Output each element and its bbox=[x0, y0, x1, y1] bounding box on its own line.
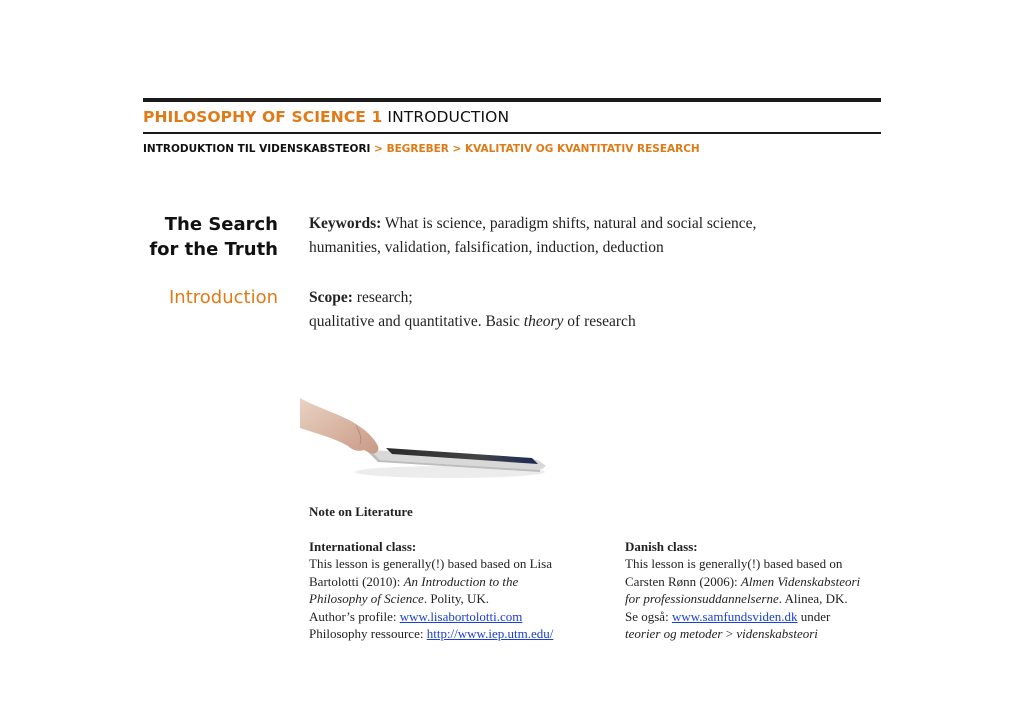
danish-line1: This lesson is generally(!) based based on bbox=[625, 556, 843, 572]
keywords-line2: humanities, validation, falsification, induction, deduction bbox=[309, 239, 664, 256]
side-heading bbox=[149, 212, 278, 262]
title-rule bbox=[143, 132, 881, 134]
international-line2 bbox=[309, 573, 553, 590]
philosophy-resource-link[interactable]: http://www.iep.utm.edu/ bbox=[426, 626, 554, 642]
breadcrumb-root: INTRODUKTION TIL VIDENSKABSTEORI bbox=[143, 143, 371, 155]
danish-line4 bbox=[625, 608, 860, 625]
scope-line2 bbox=[309, 310, 636, 334]
side-section-label: Introduction bbox=[168, 287, 278, 308]
section-title: INTRODUCTION bbox=[387, 108, 510, 126]
side-heading-line2: for the Truth bbox=[149, 239, 278, 260]
danish-line2-text: Carsten Rønn (2006): bbox=[625, 573, 741, 589]
international-line3-text: . Polity, UK. bbox=[423, 591, 490, 607]
samfundsviden-link[interactable]: www.samfundsviden.dk bbox=[671, 608, 798, 624]
international-line4 bbox=[309, 608, 553, 625]
course-title: PHILOSOPHY OF SCIENCE 1 bbox=[143, 108, 383, 126]
danish-line5-a: teorier og metoder bbox=[625, 626, 723, 642]
scope-block bbox=[309, 286, 636, 334]
side-heading-line1: The Search bbox=[164, 214, 278, 235]
international-line2-text: Bartolotti (2010): bbox=[309, 573, 404, 589]
top-rule bbox=[143, 98, 881, 102]
danish-heading: Danish class: bbox=[625, 539, 698, 554]
international-line1: This lesson is generally(!) based based on Lisa bbox=[309, 556, 552, 572]
author-profile-link[interactable]: www.lisabortolotti.com bbox=[399, 608, 523, 624]
scope-label: Scope: bbox=[309, 289, 353, 306]
note-heading: Note on Literature bbox=[309, 504, 413, 519]
danish-line3-text: . Alinea, DK. bbox=[778, 591, 848, 607]
international-column bbox=[309, 538, 553, 642]
international-line5 bbox=[309, 625, 553, 642]
keywords-text1: What is science, paradigm shifts, natural and social science, bbox=[381, 215, 757, 232]
scope-line1 bbox=[309, 286, 636, 310]
see-also-under: under bbox=[797, 608, 831, 624]
danish-column bbox=[625, 538, 860, 642]
danish-line3 bbox=[625, 590, 860, 607]
page-title bbox=[143, 108, 509, 126]
scope-text2b: of research bbox=[563, 313, 636, 330]
danish-line2-title: Almen Videnskabsteori bbox=[740, 573, 861, 589]
keywords-block bbox=[309, 212, 756, 260]
international-line3-title: Philosophy of Science bbox=[309, 591, 424, 607]
scope-text1: research; bbox=[352, 289, 413, 306]
scope-text2-em: theory bbox=[523, 313, 564, 330]
philosophy-resource-label: Philosophy ressource: bbox=[309, 626, 427, 642]
international-line2-title: An Introduction to the bbox=[403, 573, 519, 589]
danish-line2 bbox=[625, 573, 860, 590]
breadcrumb bbox=[143, 143, 700, 155]
danish-line5 bbox=[625, 625, 860, 642]
breadcrumb-path: > BEGREBER > KVALITATIV OG KVANTITATIV RESEARCH bbox=[374, 143, 700, 155]
keywords-line1 bbox=[309, 212, 756, 236]
scope-text2a: qualitative and quantitative. Basic bbox=[309, 313, 524, 330]
see-also-label: Se også: bbox=[625, 608, 672, 624]
international-line3 bbox=[309, 590, 553, 607]
hand-tablet-photo bbox=[300, 394, 550, 482]
keywords-label: Keywords: bbox=[309, 215, 382, 232]
international-heading: International class: bbox=[309, 539, 417, 554]
danish-line5-b: videnskabsteori bbox=[736, 626, 818, 642]
danish-line3-title: for professionsuddannelserne bbox=[625, 591, 779, 607]
author-profile-label: Author’s profile: bbox=[309, 608, 400, 624]
danish-line5-sep: > bbox=[722, 626, 737, 642]
